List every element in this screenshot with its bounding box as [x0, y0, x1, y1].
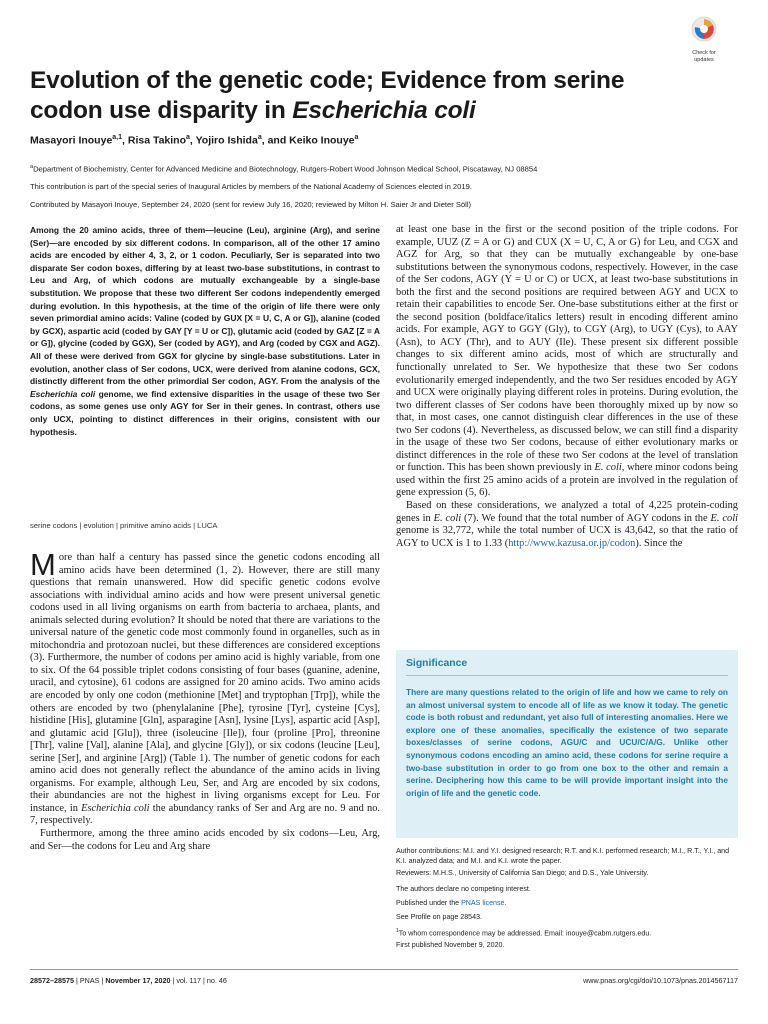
author-name[interactable]: Keiko Inouye: [289, 134, 355, 147]
author-name[interactable]: Masayori Inouye: [30, 134, 113, 147]
badge-line-1: Check for: [692, 50, 716, 56]
competing-interest-note: The authors declare no competing interest.: [396, 885, 531, 893]
footer-volume: vol. 117: [176, 976, 201, 985]
article-title: [30, 66, 690, 126]
check-updates-icon: [682, 15, 726, 45]
footer-sep: |: [75, 976, 80, 985]
author-sup: a: [186, 134, 190, 141]
check-for-updates-badge[interactable]: [682, 15, 726, 61]
drop-cap: M: [30, 547, 56, 582]
affiliation-sup: a: [30, 164, 34, 170]
paragraph-text: genome is 32,772, while the total number of UCX is 43,642, so that the ratio of AGY to UCX is 1 to 1.33 (: [396, 525, 738, 549]
series-note: This contribution is part of the special series of Inaugural Articles by members of the National Academy of Sciences elected in 2019.: [30, 182, 472, 191]
keywords: serine codons | evolution | primitive amino acids | LUCA: [30, 521, 218, 530]
title-text: Evolution of the genetic code; Evidence from serine codon use disparity in: [30, 67, 625, 124]
author-name[interactable]: Yojiro Ishida: [195, 134, 258, 147]
footer-doi-url[interactable]: www.pnas.org/cgi/doi/10.1073/pnas.2014567117: [583, 976, 738, 985]
abstract-text-end: genome, we find extensive disparities in the usage of these two Ser codons, as some genes use only AGY for Ser in their genes. In contrast, others use only UCX, pointing to distinct differences in their origins, consistent with our hypothesis.: [30, 388, 381, 437]
footer-sep: |: [202, 976, 207, 985]
footer-journal: PNAS: [79, 976, 100, 985]
license-text-end: .: [504, 899, 507, 907]
significance-heading: Significance: [406, 658, 468, 669]
paragraph-text: ore than half a century has passed since the genetic codons encoding all amino acids have been determined (1, 2). However, there are still many questions that remain unanswered. How did specific genetic codons evolve associations with individual amino acids and how were present universal genetic codons used in all living organisms on earth from bacteria to archaea, plants, and animals selected during evolution? It should be noted that there are variations to the universal nature of the genetic code most commonly found in organelles, such as in mitochondria and protozoan nuclei, but these differences are considered exceptions (3). Furthermore, the number of codons per amino acid is highly variable, from one to six. Of the 64 possible triplet codons consisting of four bases (guanine, adenine, uracil, and cytosine), 61 codons are assigned for 20 amino acids. Two amino acids are encoded by only one codon (methionine [Met] and tryptophan [Trp]), while the others are encoded by two (phenylalanine [Phe], tyrosine [Tyr], cysteine [Cys], histidine [His], glutamine [Gln], asparagine [Asn], lysine [Lys], aspartic acid [Asp], and glutamic acid [Glu]), three (isoleucine [Ile]), four (proline [Pro], threonine [Thr], valine [Val], alanine [Ala], and glycine [Gly]), or six codons (leucine [Leu], serine [Ser], and arginine [Arg]) (Table 1). The number of genetic codons for each amino acid does not generally reflect the abundance of the amino acids in living organisms. For example, although Leu, Ser, and Arg are encoded by six codons, their abundancies are not the highest in living organisms except for Leu. For instance, in: [30, 552, 380, 814]
footer-sep: |: [172, 976, 177, 985]
paragraph-text-end: , where minor codons being used within the first 25 amino acids of a protein are involved in the regulation of gene expression (5, 6).: [396, 462, 739, 499]
footer-citation: [30, 976, 227, 985]
correspondence-text: To whom correspondence may be addressed. Email: inouye@cabm.rutgers.edu.: [398, 929, 652, 938]
contributed-line: Contributed by Masayori Inouye, September 24, 2020 (sent for review July 16, 2020; reviewed by Milton H. Saier Jr and Dieter Söll): [30, 200, 472, 209]
author-sup: a: [257, 134, 262, 141]
paragraph-italic: E. coli: [710, 512, 739, 524]
body-right-column: [396, 224, 738, 550]
abstract: [30, 224, 380, 438]
codon-database-link[interactable]: http://www.kazusa.or.jp/codon: [508, 537, 636, 549]
body-paragraph: Furthermore, among the three amino acids encoded by six codons—Leu, Arg, and Ser—the codons for Leu and Arg share: [30, 828, 380, 852]
body-paragraph: [30, 547, 380, 828]
paragraph-text: Based on these considerations, we analyzed a total of 4,225 protein-coding genes in: [396, 500, 738, 524]
body-left-column: [30, 547, 380, 853]
footer-issue: no. 46: [206, 976, 227, 985]
paragraph-text-end: ). Since the: [635, 537, 683, 549]
body-paragraph: [396, 224, 738, 500]
footer-date: November 17, 2020: [105, 976, 171, 985]
first-published-note: First published November 9, 2020.: [396, 941, 505, 949]
affiliation-text: Department of Biochemistry, Center for Advanced Medicine and Biotechnology, Rutgers-Robert Wood Johnson Medical School, Piscataway, NJ 08854: [33, 164, 538, 174]
pnas-license-link[interactable]: PNAS license: [461, 899, 505, 907]
paragraph-text: at least one base in the first or the second position of the triple codons. For example, UUZ (Z = A or G) and CUX (X = U, C, A or G) for Leu, and CGX and AGZ for Arg, so that they can be mutually exchangeable by one-base substitutions between the synonymous codons, respectively. However, in the case of the Ser codons, AGY (Y = U or C) or UCX, at least two-base substitutions in both the first and the second positions are required between AGY and UCX to retain their capabilities to encode Ser. One-base substitutions either at the first or the second position (boldface/italics letters) result in encoding different amino acids. For example, AGY to GGY (Gly), to CGY (Arg), to UGY (Cys), to AAY (Asn), to ACY (Thr), and to AUY (Ile). These present six different possible changes to six different amino acids, most of which are structurally and functionally unrelated to Ser. We hypothesize that these two Ser codons evolutionarily emerged independently, and the two Ser residues encoded by AGY and UCX were originally playing different roles in proteins. During evolution, the two different classes of Ser codons have been thoroughly mixed up by now so that, in most cases, one cannot distinguish clear differences in the use of these two Ser codons (4). Nevertheless, as discussed below, we can still find a disparity in the usage of these two Ser codons, because of either evolutionary marks or distinct differences in the role of these two Ser codons at the level of translation or function. This has been shown previously in: [396, 224, 738, 474]
author-name[interactable]: Risa Takino: [127, 134, 187, 147]
paragraph-italic: E. coli: [433, 512, 462, 524]
footer-divider: [30, 969, 738, 970]
author-sup: a,1: [112, 134, 123, 141]
license-note: [396, 898, 738, 908]
author-contributions: Author contributions: M.I. and Y.I. designed research; R.T. and K.I. performed research; M.I., R.T., Y.I., and K.I. analyzed data; and M.I. and K.I. wrote the paper.: [396, 847, 730, 866]
significance-divider: [406, 675, 728, 676]
affiliation: [30, 164, 537, 174]
significance-box: [396, 650, 738, 838]
correspondence-note: [396, 926, 738, 939]
author-sup: a: [354, 134, 359, 141]
paragraph-text-end: the abundancy ranks of Ser and Arg are no. 9 and no. 7, respectively.: [30, 802, 380, 827]
paragraph-text: (7). We found that the total number of AGY codons in the: [461, 512, 711, 524]
significance-text: There are many questions related to the origin of life and how we came to rely on an almost universal system to encode all of life as we know it today. The genetic code is both robust and redundant, yet also full of interesting anomalies. Here we explore one of these anomalies, specifically the existence of two separate boxes/classes of serine codons, AGU/C and UCU/C/A/G. Unlike other synonymous codons encoding an amino acid, these codons for serine require a two-base substitution in order to go from one box to the other and remain a serine. Deciphering how this came to be will provide important insight into the origin of life and the genetic code.: [406, 687, 728, 798]
paragraph-italic: Escherichia coli: [81, 802, 150, 814]
correspondence-sup: 1: [396, 928, 399, 934]
abstract-text: Among the 20 amino acids, three of them—leucine (Leu), arginine (Arg), and serine (Ser)—are encoded by six different codons. In comparison, all of the other 17 amino acids are encoded by either 4, 3, 2, or 1 codon. Peculiarly, Ser is separated into two disparate Ser codon boxes, differing by at least two-base substitutions, in contrast to Leu and Arg, of which codons are mutually exchangeable by a single-base substitution. We propose that these two different Ser codons independently emerged during evolution. In this hypothesis, at the time of the origin of life there were only seven primordial amino acids: Valine (coded by GUX [X = U, C, A or G]), alanine (coded by GCX), aspartic acid (coded by GAY [Y = U or C]), glutamic acid (coded by GAZ [Z = A or G]), glycine (coded by GGX), Ser (coded by AGY), and Arg (coded by CGX and AGZ). All of these were derived from GGX for glycine by single-base substitutions. Later in evolution, another class of Ser codons, UCX, were derived from alanine codons, GCX, distinctly different from the other primordial Ser codon, AGY. From the analysis of the: [30, 225, 380, 387]
footer-sep: |: [101, 976, 106, 985]
badge-line-2: updates: [694, 56, 714, 63]
footer-pages: 28572–28575: [30, 976, 74, 985]
paragraph-italic: E. coli: [594, 462, 622, 474]
title-italic: Escherichia coli: [292, 97, 476, 124]
license-text: Published under the: [396, 899, 462, 907]
reviewers-note: Reviewers: M.H.S., University of California San Diego; and D.S., Yale University.: [396, 869, 649, 877]
profile-note: See Profile on page 28543.: [396, 913, 482, 921]
body-paragraph: [396, 500, 738, 550]
author-and: and: [267, 134, 287, 147]
abstract-italic: Escherichia coli: [30, 388, 96, 399]
author-list: Masayori Inouye$^{a,1}$, Risa Takino$^a$, Yojiro Ishida$^a$, and Keiko Inouye$^a$: [30, 134, 359, 147]
